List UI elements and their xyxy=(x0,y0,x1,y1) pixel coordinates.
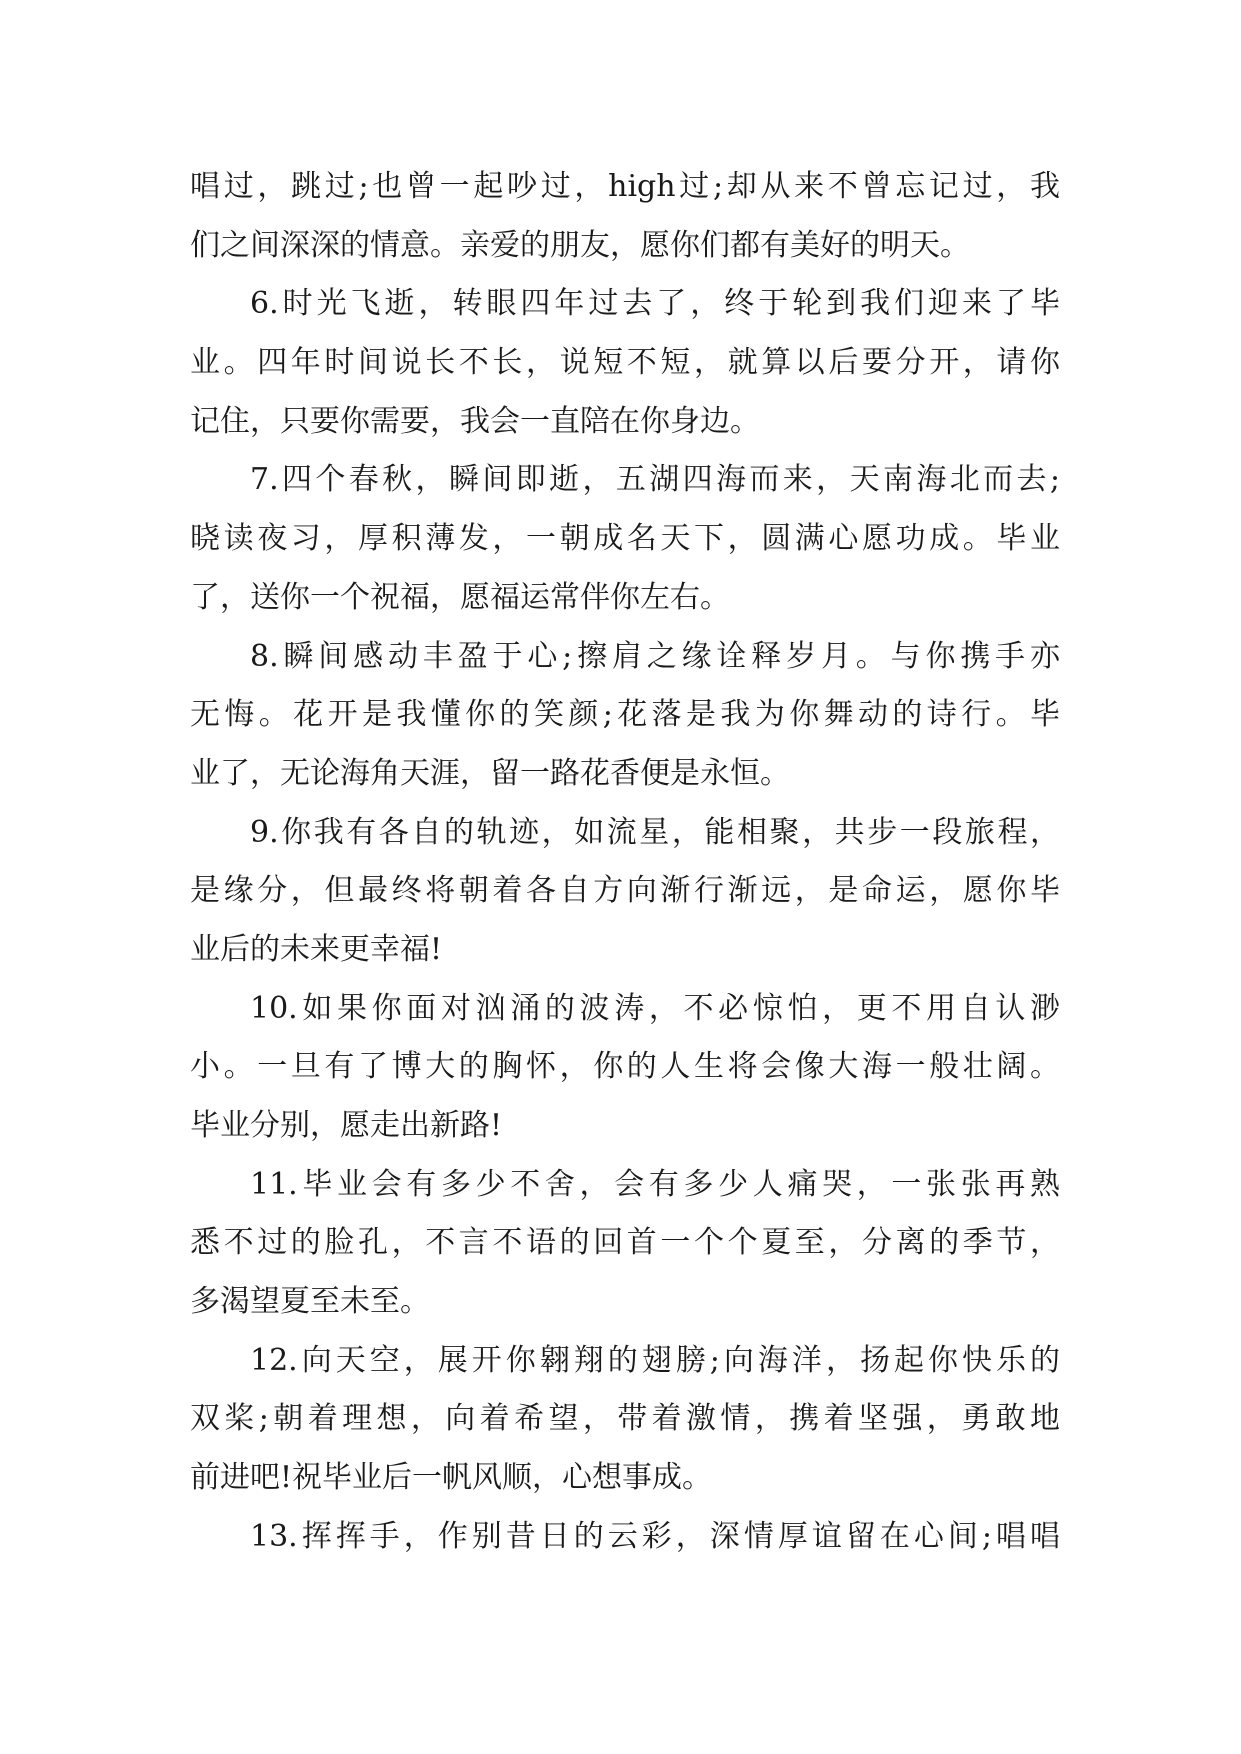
text-line: 业后的未来更幸福! xyxy=(190,931,443,967)
text-line: 9.你我有各自的轨迹，如流星，能相聚，共步一段旅程， xyxy=(250,814,1060,850)
text-line: 了，送你一个祝福，愿福运常伴你左右。 xyxy=(190,579,730,615)
document-body xyxy=(190,158,1060,1567)
paragraph-continued xyxy=(190,158,1060,275)
text-line: 唱过，跳过;也曾一起吵过，high过;却从来不曾忘记过，我 xyxy=(190,169,1060,204)
paragraph-item-6 xyxy=(190,275,1060,451)
text-line: 11.毕业会有多少不舍，会有多少人痛哭，一张张再熟 xyxy=(250,1166,1060,1202)
text-line: 前进吧!祝毕业后一帆风顺，心想事成。 xyxy=(190,1460,713,1496)
text-line: 8.瞬间感动丰盈于心;擦肩之缘诠释岁月。与你携手亦 xyxy=(250,638,1060,674)
paragraph-item-8 xyxy=(190,628,1060,804)
text-line: 记住，只要你需要，我会一直陪在你身边。 xyxy=(190,403,760,439)
text-line: 悉不过的脸孔，不言不语的回首一个个夏至，分离的季节， xyxy=(190,1225,1060,1261)
text-line: 是缘分，但最终将朝着各自方向渐行渐远，是命运，愿你毕 xyxy=(190,873,1060,909)
text-line: 12.向天空，展开你翱翔的翅膀;向海洋，扬起你快乐的 xyxy=(250,1342,1060,1378)
text-line: 业了，无论海角天涯，留一路花香便是永恒。 xyxy=(190,755,790,791)
text-line: 晓读夜习，厚积薄发，一朝成名天下，圆满心愿功成。毕业 xyxy=(190,521,1060,557)
paragraph-item-10 xyxy=(190,980,1060,1156)
text-line: 们之间深深的情意。亲爱的朋友，愿你们都有美好的明天。 xyxy=(190,227,970,263)
text-line: 13.挥挥手，作别昔日的云彩，深情厚谊留在心间;唱唱 xyxy=(250,1518,1060,1554)
text-line: 毕业分别，愿走出新路! xyxy=(190,1108,503,1143)
paragraph-item-11 xyxy=(190,1156,1060,1332)
text-line: 双桨;朝着理想，向着希望，带着激情，携着坚强，勇敢地 xyxy=(190,1401,1060,1437)
paragraph-item-9 xyxy=(190,804,1060,980)
paragraph-item-7 xyxy=(190,451,1060,627)
text-line: 多渴望夏至未至。 xyxy=(190,1284,430,1320)
paragraph-item-13 xyxy=(190,1508,1060,1567)
text-line: 业。四年时间说长不长，说短不短，就算以后要分开，请你 xyxy=(190,345,1060,381)
text-line: 无悔。花开是我懂你的笑颜;花落是我为你舞动的诗行。毕 xyxy=(190,697,1060,733)
text-line: 7.四个春秋，瞬间即逝，五湖四海而来，天南海北而去; xyxy=(250,462,1060,498)
text-line: 10.如果你面对汹涌的波涛，不必惊怕，更不用自认渺 xyxy=(250,990,1060,1026)
text-line: 6.时光飞逝，转眼四年过去了，终于轮到我们迎来了毕 xyxy=(250,286,1060,322)
paragraph-item-12 xyxy=(190,1332,1060,1508)
text-line: 小。一旦有了博大的胸怀，你的人生将会像大海一般壮阔。 xyxy=(190,1049,1060,1085)
